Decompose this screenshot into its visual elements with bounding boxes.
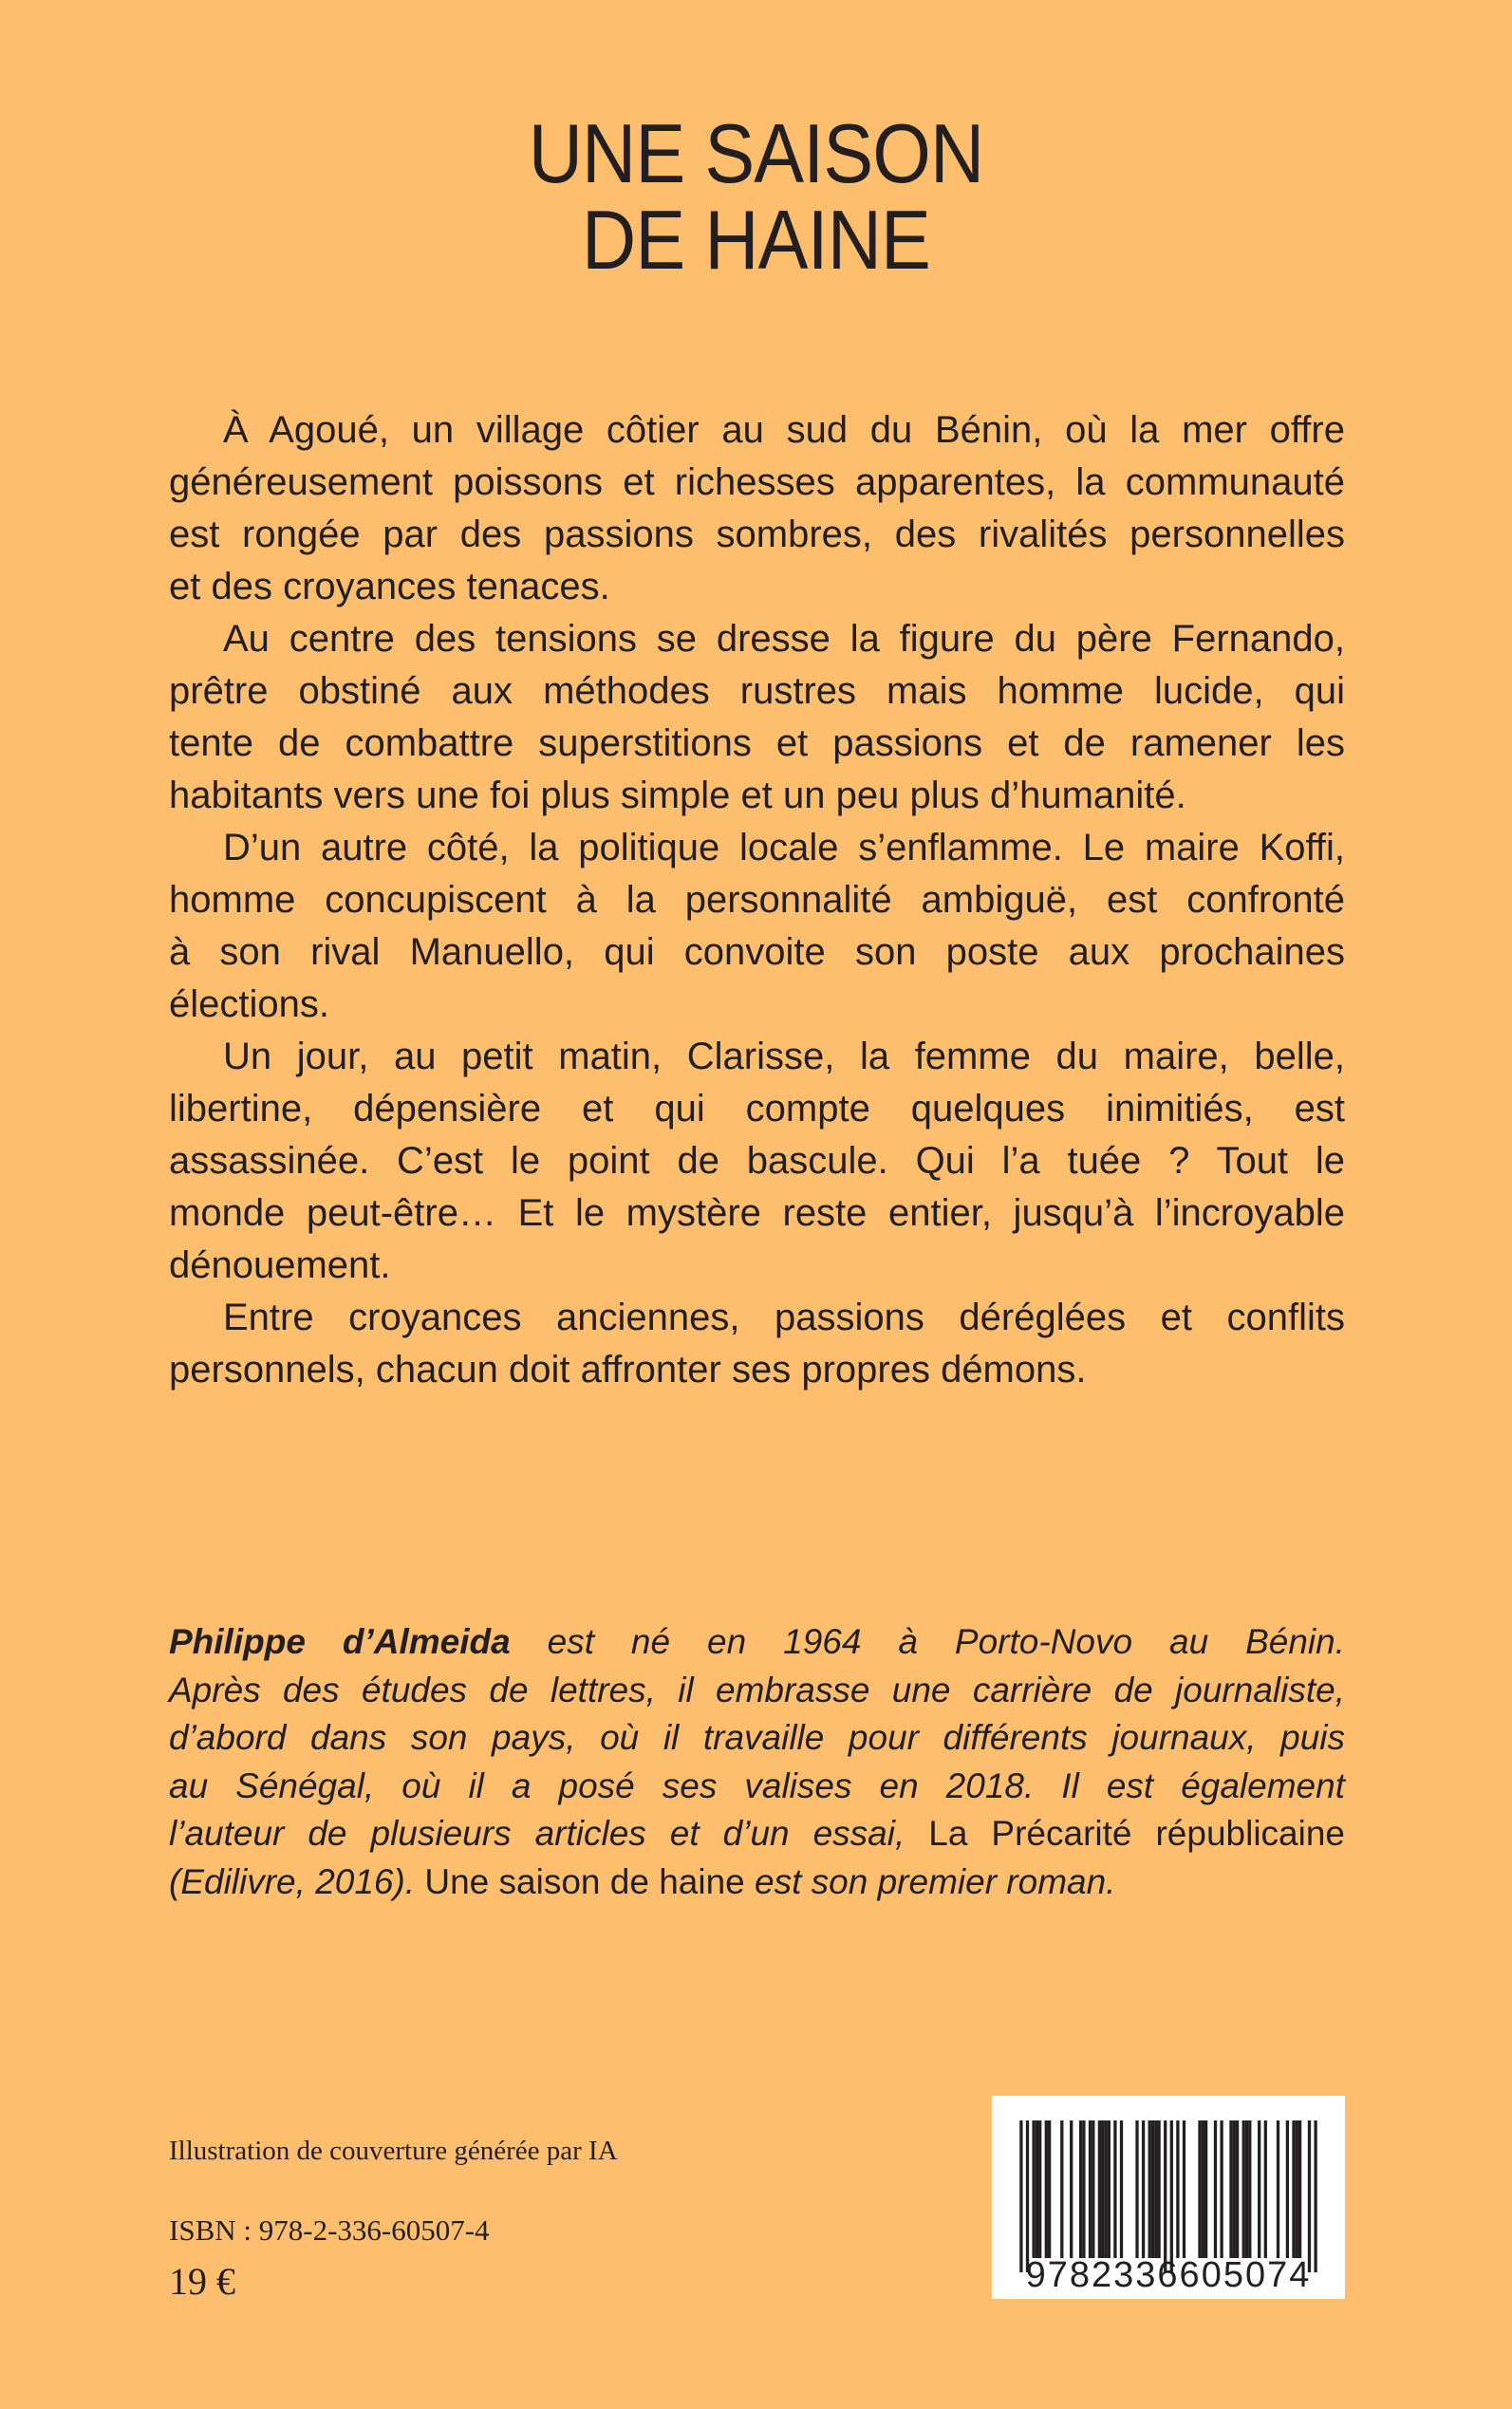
barcode-bar — [1038, 2120, 1041, 2258]
barcode-bar — [1202, 2120, 1204, 2258]
illustration-credit: Illustration de couverture générée par IA — [169, 2136, 618, 2166]
barcode-bar — [1308, 2120, 1311, 2272]
barcode-bar — [1183, 2120, 1185, 2258]
barcode-bar — [1242, 2120, 1245, 2258]
bio-text: (Edilivre, 2016). — [169, 1861, 416, 1901]
barcode-bar — [1292, 2120, 1295, 2258]
blurb-line: personnels, chacun doit affronter ses propres démons. — [169, 1349, 1087, 1391]
barcode-bar — [1229, 2120, 1232, 2258]
barcode-bar — [1298, 2120, 1301, 2258]
price: 19 € — [169, 2260, 235, 2303]
author-name: Philippe d’Almeida — [169, 1622, 511, 1661]
barcode-bar — [1258, 2120, 1260, 2258]
blurb-line: habitants vers une foi plus simple et un peu plus d’humanité. — [169, 775, 1186, 816]
barcode-bar — [1089, 2120, 1092, 2258]
barcode-bar — [1154, 2120, 1157, 2258]
barcode-bar — [1170, 2120, 1173, 2272]
blurb-line: Un jour, au petit matin, Clarisse, la femme du maire, belle, — [223, 1036, 1345, 1077]
barcode-bar — [1079, 2120, 1082, 2258]
isbn: ISBN : 978-2-336-60507-4 — [169, 2213, 490, 2247]
essay-title: La Précarité républicaine — [905, 1814, 1346, 1853]
author-bio — [169, 1618, 1345, 1906]
barcode-bar — [1120, 2120, 1123, 2258]
blurb-line: libertine, dépensière et qui compte quelques inimitiés, est — [169, 1088, 1345, 1130]
barcode-bar — [1098, 2120, 1101, 2258]
blurb-line: Au centre des tensions se dresse la figure du père Fernando, — [223, 618, 1345, 660]
bio-text: est son premier roman. — [744, 1861, 1116, 1901]
blurb-line: est rongée par des passions sombres, des rivalités personnelles — [169, 514, 1345, 555]
bio-text: au Sénégal, où il a posé ses valises en 2018. Il est également — [169, 1765, 1345, 1805]
barcode-bar — [1104, 2120, 1107, 2258]
barcode-bar — [1204, 2120, 1207, 2258]
barcode-bar — [1113, 2120, 1116, 2258]
barcode-bar — [1164, 2120, 1167, 2272]
blurb-line: homme concupiscent à la personnalité ambiguë, est confronté — [169, 879, 1345, 921]
blurb-line: à son rival Manuello, qui convoite son poste aux prochaines — [169, 931, 1345, 973]
novel-title: Une saison de haine — [415, 1861, 745, 1901]
barcode-bar — [1214, 2120, 1217, 2258]
blurb-line: monde peut-être… Et le mystère reste entier, jusqu’à l’incroyable — [169, 1192, 1345, 1234]
barcode-bar — [1286, 2120, 1289, 2258]
bio-text: d’abord dans son pays, où il travaille pour différents journaux, puis — [169, 1718, 1345, 1757]
barcode-bar — [1245, 2120, 1248, 2258]
barcode-bar — [1233, 2120, 1236, 2258]
blurb-line: élections. — [169, 983, 329, 1025]
barcode-bar — [1048, 2120, 1051, 2258]
barcode-bar — [1248, 2120, 1251, 2258]
blurb-line: tente de combattre superstitions et passions et de ramener les — [169, 722, 1345, 764]
bio-text: Après des études de lettres, il embrasse une carrière de journaliste, — [169, 1670, 1345, 1709]
barcode-bar — [1157, 2120, 1160, 2258]
barcode-bar — [1220, 2120, 1223, 2258]
barcode-bar — [1142, 2120, 1145, 2258]
book-title-line-2: DE HAINE — [582, 193, 930, 287]
bio-text: est né en 1964 à Porto-Novo au Bénin. — [510, 1622, 1345, 1661]
barcode-bar — [1019, 2120, 1022, 2272]
barcode-bar — [1148, 2120, 1151, 2258]
barcode-bar — [1264, 2120, 1267, 2258]
book-title-line-1: UNE SAISON — [528, 106, 984, 200]
barcode-bar — [1108, 2120, 1111, 2258]
blurb-line: dénouement. — [169, 1244, 391, 1286]
barcode-bar — [1198, 2120, 1201, 2258]
barcode-bar — [1151, 2120, 1154, 2258]
barcode-bar — [1314, 2120, 1316, 2272]
barcode-bar — [1236, 2120, 1239, 2258]
blurb-line: Entre croyances anciennes, passions déréglées et conflits — [223, 1297, 1345, 1338]
barcode-digits: 9782336605074 — [1025, 2255, 1312, 2295]
blurb-line: prêtre obstiné aux méthodes rustres mais homme lucide, qui — [169, 670, 1345, 712]
barcode-bar — [1082, 2120, 1085, 2258]
blurb-line: généreusement poissons et richesses apparentes, la communauté — [169, 461, 1345, 503]
barcode — [992, 2096, 1345, 2299]
blurb — [169, 404, 1345, 1396]
bio-text: l’auteur de plusieurs articles et d’un essai, — [169, 1814, 905, 1853]
blurb-line: À Agoué, un village côtier au sud du Bénin, où la mer offre — [223, 409, 1345, 451]
barcode-bar — [1036, 2120, 1038, 2258]
blurb-line: D’un autre côté, la politique locale s’enflamme. Le maire Koffi, — [223, 827, 1345, 868]
blurb-line: et des croyances tenaces. — [169, 566, 610, 607]
barcode-bar — [1026, 2120, 1029, 2272]
barcode-bar — [1176, 2120, 1179, 2258]
barcode-bar — [1277, 2120, 1279, 2258]
barcode-bar — [1092, 2120, 1094, 2258]
barcode-bar — [1070, 2120, 1073, 2258]
barcode-bar — [1045, 2120, 1048, 2258]
blurb-line: assassinée. C’est le point de bascule. Qui l’a tuée ? Tout le — [169, 1140, 1345, 1182]
barcode-bar — [1060, 2120, 1063, 2258]
barcode-bar — [1296, 2120, 1298, 2258]
barcode-bar — [1032, 2120, 1035, 2258]
barcode-bar — [1101, 2120, 1104, 2258]
barcode-bar — [1135, 2120, 1138, 2258]
